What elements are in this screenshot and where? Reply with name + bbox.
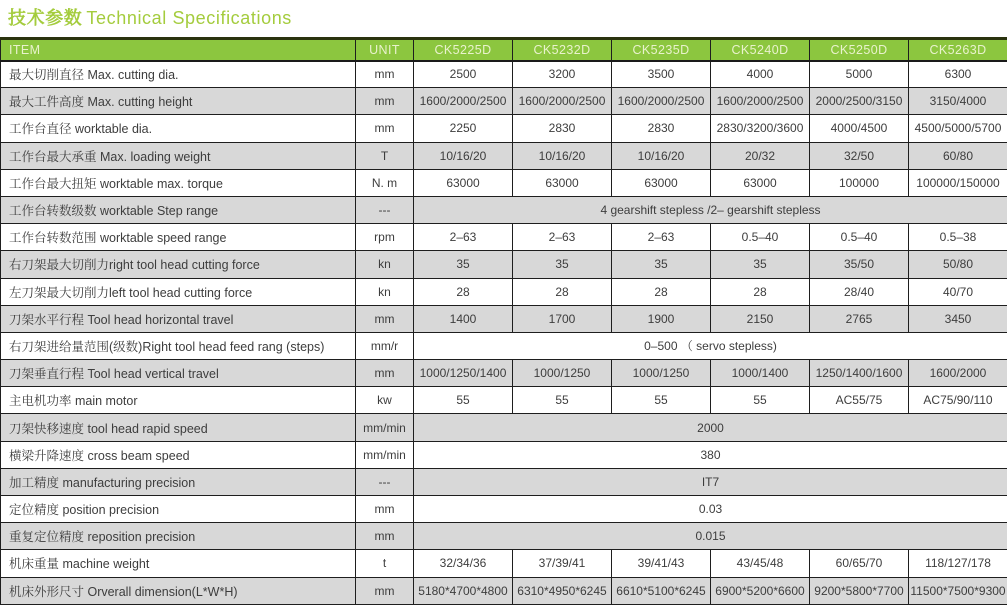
model-column-header: CK5263D [909, 39, 1007, 61]
table-row [1, 360, 1007, 387]
value-cell: 1600/2000 [909, 360, 1007, 387]
item-cell: 工作台直径 worktable dia. [1, 115, 356, 142]
value-cell: 3200 [513, 61, 612, 88]
unit-cell: mm/min [356, 414, 414, 441]
value-cell: 2765 [810, 305, 909, 332]
model-column-header: CK5235D [612, 39, 711, 61]
value-cell: 28 [513, 278, 612, 305]
table-row [1, 224, 1007, 251]
item-cell: 右刀架进给量范围(级数)Right tool head feed rang (steps) [1, 332, 356, 359]
value-cell: 63000 [612, 169, 711, 196]
value-cell: 60/80 [909, 142, 1007, 169]
item-cell: 机床重量 machine weight [1, 550, 356, 577]
value-cell: 11500*7500*9300 [909, 577, 1007, 604]
unit-cell: mm/min [356, 441, 414, 468]
item-cell: 最大工件高度 Max. cutting height [1, 88, 356, 115]
value-cell: 100000 [810, 169, 909, 196]
value-cell: 28 [414, 278, 513, 305]
value-cell: 10/16/20 [414, 142, 513, 169]
value-cell: 55 [612, 387, 711, 414]
unit-cell: mm [356, 305, 414, 332]
value-cell: 1000/1250 [612, 360, 711, 387]
item-cell: 机床外形尺寸 Orverall dimension(L*W*H) [1, 577, 356, 604]
unit-cell: mm/r [356, 332, 414, 359]
table-row [1, 523, 1007, 550]
merged-value-cell: 0.03 [414, 496, 1007, 523]
value-cell: 6310*4950*6245 [513, 577, 612, 604]
merged-value-cell: 0.015 [414, 523, 1007, 550]
value-cell: 1000/1400 [711, 360, 810, 387]
unit-cell: mm [356, 577, 414, 604]
value-cell: 1600/2000/2500 [513, 88, 612, 115]
value-cell: 2000/2500/3150 [810, 88, 909, 115]
value-cell: AC75/90/110 [909, 387, 1007, 414]
unit-cell: --- [356, 468, 414, 495]
value-cell: 35 [513, 251, 612, 278]
item-cell: 刀架垂直行程 Tool head vertical travel [1, 360, 356, 387]
value-cell: 20/32 [711, 142, 810, 169]
value-cell: 63000 [414, 169, 513, 196]
unit-cell: T [356, 142, 414, 169]
item-cell: 刀架快移速度 tool head rapid speed [1, 414, 356, 441]
value-cell: 4000 [711, 61, 810, 88]
model-column-header: CK5240D [711, 39, 810, 61]
merged-value-cell: 380 [414, 441, 1007, 468]
value-cell: 2–63 [513, 224, 612, 251]
value-cell: 55 [711, 387, 810, 414]
table-row [1, 278, 1007, 305]
value-cell: 50/80 [909, 251, 1007, 278]
value-cell: 2830/3200/3600 [711, 115, 810, 142]
value-cell: 32/34/36 [414, 550, 513, 577]
item-cell: 最大切削直径 Max. cutting dia. [1, 61, 356, 88]
value-cell: 5000 [810, 61, 909, 88]
value-cell: 1600/2000/2500 [612, 88, 711, 115]
table-row [1, 550, 1007, 577]
table-row [1, 387, 1007, 414]
unit-cell: mm [356, 115, 414, 142]
item-cell: 右刀架最大切削力right tool head cutting force [1, 251, 356, 278]
unit-cell: kn [356, 251, 414, 278]
item-cell: 加工精度 manufacturing precision [1, 468, 356, 495]
value-cell: 6300 [909, 61, 1007, 88]
unit-cell: --- [356, 196, 414, 223]
value-cell: 28 [711, 278, 810, 305]
table-row [1, 251, 1007, 278]
unit-cell: N. m [356, 169, 414, 196]
value-cell: 55 [414, 387, 513, 414]
value-cell: 2250 [414, 115, 513, 142]
table-row [1, 169, 1007, 196]
item-cell: 工作台最大扭矩 worktable max. torque [1, 169, 356, 196]
item-cell: 刀架水平行程 Tool head horizontal travel [1, 305, 356, 332]
value-cell: 28 [612, 278, 711, 305]
value-cell: 100000/150000 [909, 169, 1007, 196]
value-cell: 35 [414, 251, 513, 278]
value-cell: 1600/2000/2500 [711, 88, 810, 115]
value-cell: 10/16/20 [612, 142, 711, 169]
page-title-chinese: 技术参数 [8, 8, 83, 28]
value-cell: 2–63 [612, 224, 711, 251]
item-cell: 重复定位精度 reposition precision [1, 523, 356, 550]
value-cell: 1600/2000/2500 [414, 88, 513, 115]
value-cell: 2830 [513, 115, 612, 142]
value-cell: 10/16/20 [513, 142, 612, 169]
table-row [1, 414, 1007, 441]
table-row [1, 115, 1007, 142]
unit-cell: mm [356, 496, 414, 523]
unit-cell: mm [356, 88, 414, 115]
table-row [1, 61, 1007, 88]
item-cell: 工作台转数范围 worktable speed range [1, 224, 356, 251]
value-cell: 3450 [909, 305, 1007, 332]
value-cell: 35 [711, 251, 810, 278]
unit-cell: t [356, 550, 414, 577]
value-cell: 60/65/70 [810, 550, 909, 577]
merged-value-cell: IT7 [414, 468, 1007, 495]
value-cell: 2500 [414, 61, 513, 88]
value-cell: 2–63 [414, 224, 513, 251]
value-cell: 118/127/178 [909, 550, 1007, 577]
value-cell: 39/41/43 [612, 550, 711, 577]
table-row [1, 196, 1007, 223]
merged-value-cell: 2000 [414, 414, 1007, 441]
value-cell: 5180*4700*4800 [414, 577, 513, 604]
value-cell: AC55/75 [810, 387, 909, 414]
value-cell: 1700 [513, 305, 612, 332]
model-column-header: CK5232D [513, 39, 612, 61]
value-cell: 28/40 [810, 278, 909, 305]
table-row [1, 496, 1007, 523]
table-row [1, 468, 1007, 495]
value-cell: 37/39/41 [513, 550, 612, 577]
unit-cell: mm [356, 61, 414, 88]
unit-cell: mm [356, 360, 414, 387]
value-cell: 2830 [612, 115, 711, 142]
value-cell: 9200*5800*7700 [810, 577, 909, 604]
value-cell: 6900*5200*6600 [711, 577, 810, 604]
table-row [1, 142, 1007, 169]
value-cell: 63000 [711, 169, 810, 196]
value-cell: 1900 [612, 305, 711, 332]
unit-cell: kn [356, 278, 414, 305]
unit-cell: mm [356, 523, 414, 550]
value-cell: 2150 [711, 305, 810, 332]
item-cell: 主电机功率 main motor [1, 387, 356, 414]
model-column-header: CK5250D [810, 39, 909, 61]
value-cell: 35 [612, 251, 711, 278]
spec-table [0, 37, 1007, 605]
unit-cell: kw [356, 387, 414, 414]
model-column-header: CK5225D [414, 39, 513, 61]
value-cell: 1000/1250/1400 [414, 360, 513, 387]
table-row [1, 577, 1007, 604]
header-row [1, 39, 1007, 61]
item-column-header: ITEM [1, 39, 356, 61]
value-cell: 6610*5100*6245 [612, 577, 711, 604]
item-cell: 左刀架最大切削力left tool head cutting force [1, 278, 356, 305]
table-row [1, 305, 1007, 332]
value-cell: 40/70 [909, 278, 1007, 305]
value-cell: 0.5–40 [810, 224, 909, 251]
value-cell: 4500/5000/5700 [909, 115, 1007, 142]
value-cell: 1400 [414, 305, 513, 332]
value-cell: 3150/4000 [909, 88, 1007, 115]
unit-cell: rpm [356, 224, 414, 251]
page-title [8, 5, 292, 31]
value-cell: 4000/4500 [810, 115, 909, 142]
item-cell: 工作台转数级数 worktable Step range [1, 196, 356, 223]
value-cell: 1250/1400/1600 [810, 360, 909, 387]
table-row [1, 88, 1007, 115]
value-cell: 3500 [612, 61, 711, 88]
merged-value-cell: 0–500 （ servo stepless) [414, 332, 1007, 359]
merged-value-cell: 4 gearshift stepless /2– gearshift stepless [414, 196, 1007, 223]
value-cell: 43/45/48 [711, 550, 810, 577]
value-cell: 35/50 [810, 251, 909, 278]
table-row [1, 332, 1007, 359]
item-cell: 定位精度 position precision [1, 496, 356, 523]
item-cell: 横梁升降速度 cross beam speed [1, 441, 356, 468]
table-row [1, 441, 1007, 468]
value-cell: 63000 [513, 169, 612, 196]
page-title-english: Technical Specifications [86, 8, 292, 28]
unit-column-header: UNIT [356, 39, 414, 61]
value-cell: 32/50 [810, 142, 909, 169]
item-cell: 工作台最大承重 Max. loading weight [1, 142, 356, 169]
value-cell: 0.5–38 [909, 224, 1007, 251]
value-cell: 0.5–40 [711, 224, 810, 251]
value-cell: 1000/1250 [513, 360, 612, 387]
value-cell: 55 [513, 387, 612, 414]
